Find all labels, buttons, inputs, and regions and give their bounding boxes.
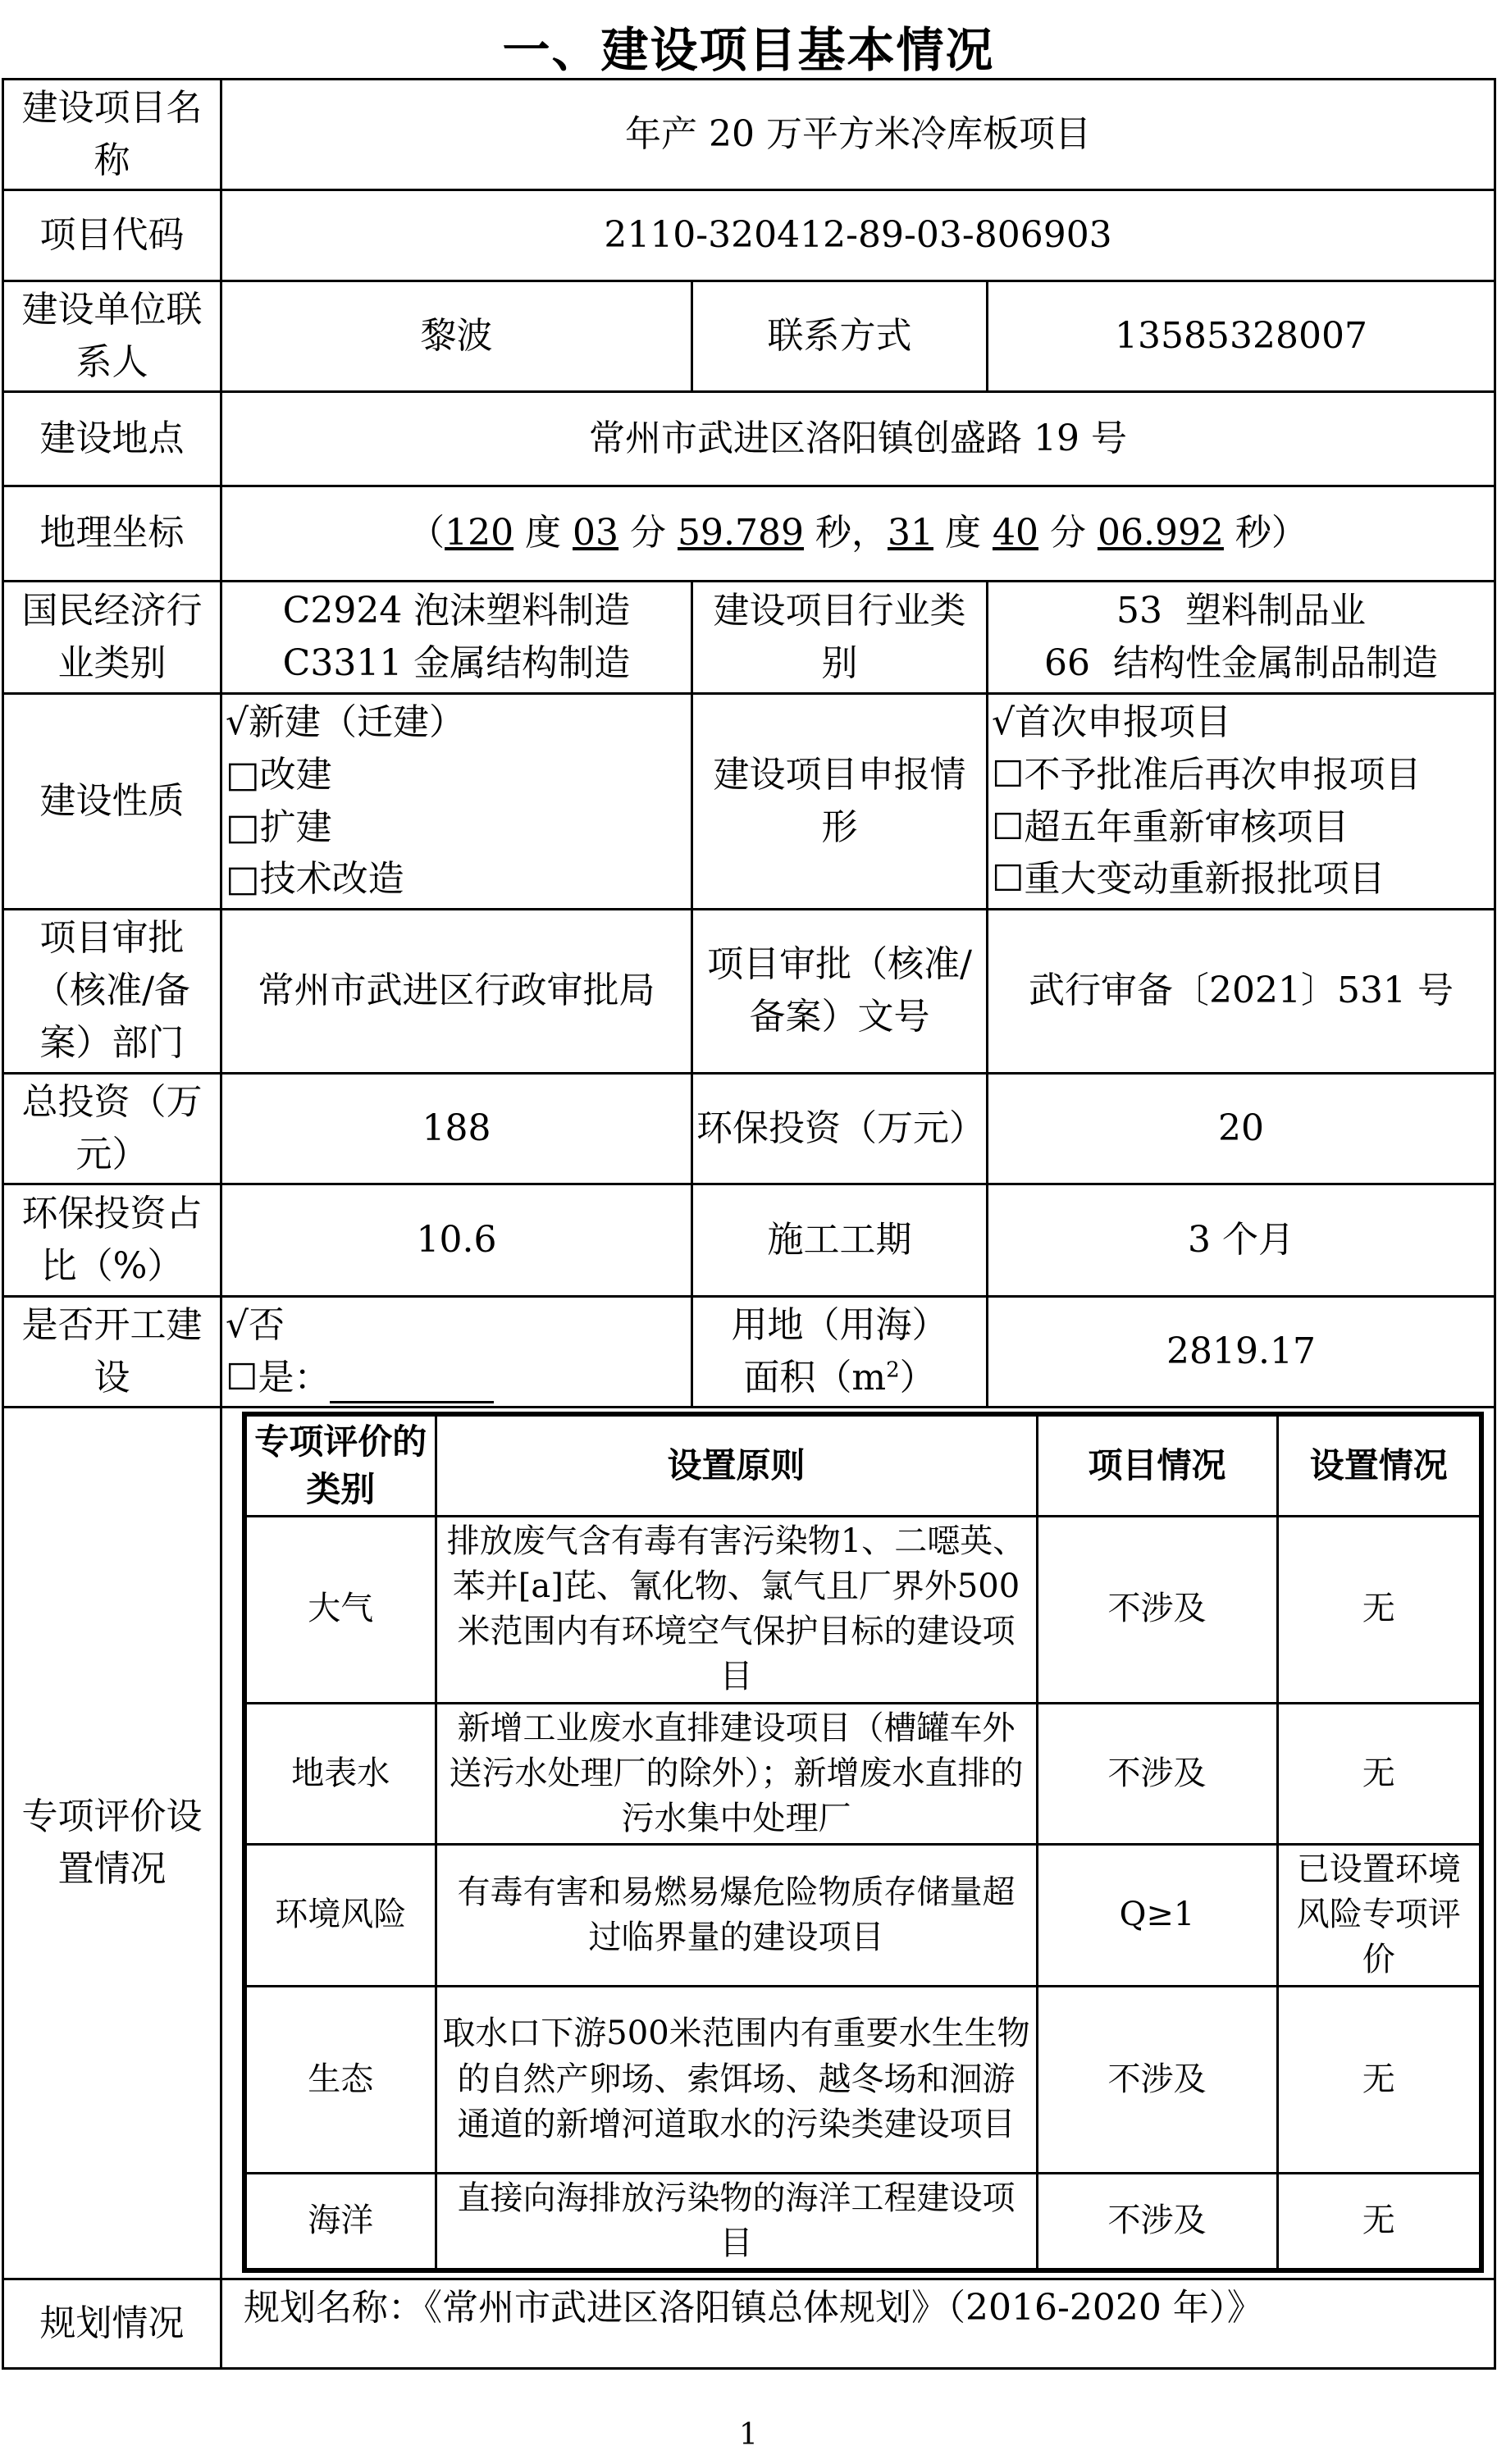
special-setting: 无	[1277, 2173, 1481, 2270]
special-principle: 直接向海排放污染物的海洋工程建设项目	[436, 2173, 1037, 2270]
land-area-label-b	[696, 1352, 983, 1404]
special-setting: 已设置环境风险专项评价	[1277, 1845, 1481, 1987]
started-option-no: √否	[226, 1303, 285, 1346]
planning-label: 规划情况	[3, 2279, 221, 2369]
special-category: 大气	[244, 1516, 436, 1703]
header-status: 项目情况	[1037, 1414, 1277, 1516]
project-industry-value	[988, 581, 1495, 693]
lon-sec: 59.789	[678, 512, 804, 554]
special-status: 不涉及	[1037, 1703, 1277, 1845]
row-started	[3, 1296, 1495, 1407]
row-contact	[3, 281, 1495, 391]
industry-line: C3311 金属结构制造	[282, 641, 631, 684]
land-area-label-a: 用地（用海）	[731, 1303, 948, 1346]
nature-option: □技术改造	[226, 858, 404, 901]
project-code-value: 2110-320412-89-03-806903	[221, 189, 1495, 281]
special-status: 不涉及	[1037, 1516, 1277, 1703]
project-code-label: 项目代码	[3, 189, 221, 281]
lon-deg: 120	[445, 512, 514, 554]
special-principle: 有毒有害和易燃易爆危险物质存储量超过临界量的建设项目	[436, 1845, 1037, 1987]
row-nature	[3, 693, 1495, 909]
lat-min: 40	[992, 512, 1038, 554]
env-investment-label: 环保投资（万元）	[692, 1073, 988, 1184]
nature-option: □扩建	[226, 805, 332, 848]
row-project-code	[3, 189, 1495, 281]
page-title: 一、建设项目基本情况	[502, 22, 995, 78]
special-table	[242, 1412, 1484, 2273]
declaration-label: 建设项目申报情形	[692, 693, 988, 909]
started-options	[221, 1296, 692, 1407]
special-principle: 新增工业废水直排建设项目（槽罐车外送污水处理厂的除外）；新增废水直排的污水集中处理厂	[436, 1703, 1037, 1845]
declaration-option: √首次申报项目	[992, 701, 1232, 743]
planning-value	[221, 2279, 1495, 2369]
coordinates-value	[221, 486, 1495, 581]
declaration-options	[988, 693, 1495, 909]
coord-text: 度	[513, 512, 573, 554]
coord-text: 分	[618, 512, 678, 554]
special-setting: 无	[1277, 1703, 1481, 1845]
special-setting: 无	[1277, 1986, 1481, 2173]
phone-label: 联系方式	[692, 281, 988, 391]
special-status: Q≥1	[1037, 1845, 1277, 1987]
special-principle: 排放废气含有毒有害污染物1、二噁英、苯并[a]芘、氰化物、氯气且厂界外500米范围内有环境空气保护目标的建设项目	[436, 1516, 1037, 1703]
special-header-row	[244, 1414, 1481, 1516]
project-name-label: 建设项目名称	[3, 80, 221, 190]
started-option-yes	[226, 1352, 687, 1404]
table-row	[244, 1516, 1481, 1703]
industry-label: 国民经济行业类别	[3, 581, 221, 693]
row-location	[3, 391, 1495, 486]
investment-label: 总投资（万元）	[3, 1073, 221, 1184]
basic-info-table	[2, 78, 1496, 2370]
blank-line	[330, 1370, 494, 1403]
page-number: 1	[739, 2418, 758, 2452]
approval-dept-value: 常州市武进区行政审批局	[221, 909, 692, 1073]
coord-text: 分	[1038, 512, 1098, 554]
phone-value: 13585328007	[988, 281, 1495, 391]
env-investment-value: 20	[988, 1073, 1495, 1184]
investment-value: 188	[221, 1073, 692, 1184]
row-investment	[3, 1073, 1495, 1184]
nature-options	[221, 693, 692, 909]
project-industry-line: 53 塑料制品业	[1116, 589, 1366, 632]
header-setting: 设置情况	[1277, 1414, 1481, 1516]
approval-doc-value: 武行审备〔2021〕531 号	[988, 909, 1495, 1073]
row-project-name	[3, 80, 1495, 190]
lat-deg: 31	[888, 512, 933, 554]
nature-option: √新建（迁建）	[226, 701, 466, 743]
land-area-label-c: ）	[899, 1356, 936, 1399]
contact-label: 建设单位联系人	[3, 281, 221, 391]
row-industry	[3, 581, 1495, 693]
header-principle: 设置原则	[436, 1414, 1037, 1516]
lat-sec: 06.992	[1097, 512, 1224, 554]
declaration-option: ☐重大变动重新报批项目	[992, 858, 1385, 901]
contact-value: 黎波	[221, 281, 692, 391]
row-approval	[3, 909, 1495, 1073]
coord-text: 度	[933, 512, 993, 554]
table-row	[244, 1845, 1481, 1987]
declaration-option: ☐不予批准后再次申报项目	[992, 753, 1422, 796]
location-label: 建设地点	[3, 391, 221, 486]
special-category: 地表水	[244, 1703, 436, 1845]
started-label: 是否开工建设	[3, 1296, 221, 1407]
unit-superscript: 2	[886, 1357, 900, 1382]
special-status: 不涉及	[1037, 1986, 1277, 2173]
header-category: 专项评价的类别	[244, 1414, 436, 1516]
project-industry-line: 66 结构性金属制品制造	[1044, 641, 1438, 684]
table-row	[244, 1986, 1481, 2173]
row-special	[3, 1407, 1495, 2279]
project-name-value: 年产 20 万平方米冷库板项目	[221, 80, 1495, 190]
declaration-option: ☐超五年重新审核项目	[992, 805, 1349, 848]
land-area-label	[692, 1296, 988, 1407]
table-row	[244, 2173, 1481, 2270]
special-category: 环境风险	[244, 1845, 436, 1987]
special-principle: 取水口下游500米范围内有重要水生生物的自然产卵场、索饵场、越冬场和洄游通道的新增河道取水的污染类建设项目	[436, 1986, 1037, 2173]
table-row	[244, 1703, 1481, 1845]
started-option-yes-label: ☐是：	[226, 1356, 331, 1399]
special-setting: 无	[1277, 1516, 1481, 1703]
special-table-cell	[221, 1407, 1495, 2279]
nature-label: 建设性质	[3, 693, 221, 909]
coordinates-label: 地理坐标	[3, 486, 221, 581]
land-area-value: 2819.17	[988, 1296, 1495, 1407]
approval-dept-label: 项目审批（核准/备案）部门	[3, 909, 221, 1073]
nature-option: □改建	[226, 753, 332, 796]
row-ratio	[3, 1184, 1495, 1296]
special-label: 专项评价设置情况	[3, 1407, 221, 2279]
location-value: 常州市武进区洛阳镇创盛路 19 号	[221, 391, 1495, 486]
lon-min: 03	[573, 512, 619, 554]
construction-period-label: 施工工期	[692, 1184, 988, 1296]
industry-value	[221, 581, 692, 693]
special-category: 海洋	[244, 2173, 436, 2270]
construction-period-value: 3 个月	[988, 1184, 1495, 1296]
planning-text: 规划名称：《常州市武进区洛阳镇总体规划》（2016-2020 年）》	[244, 2287, 1263, 2329]
industry-line: C2924 泡沫塑料制造	[282, 589, 631, 632]
coord-text: 秒，	[804, 512, 888, 554]
coord-text: （	[408, 512, 445, 554]
row-coordinates	[3, 486, 1495, 581]
special-category: 生态	[244, 1986, 436, 2173]
approval-doc-label: 项目审批（核准/备案）文号	[692, 909, 988, 1073]
special-status: 不涉及	[1037, 2173, 1277, 2270]
ratio-value: 10.6	[221, 1184, 692, 1296]
coord-text: 秒）	[1223, 512, 1308, 554]
row-planning	[3, 2279, 1495, 2369]
ratio-label: 环保投资占比（%）	[3, 1184, 221, 1296]
land-area-label-b-text: 面积（m	[743, 1356, 887, 1399]
project-industry-label: 建设项目行业类别	[692, 581, 988, 693]
